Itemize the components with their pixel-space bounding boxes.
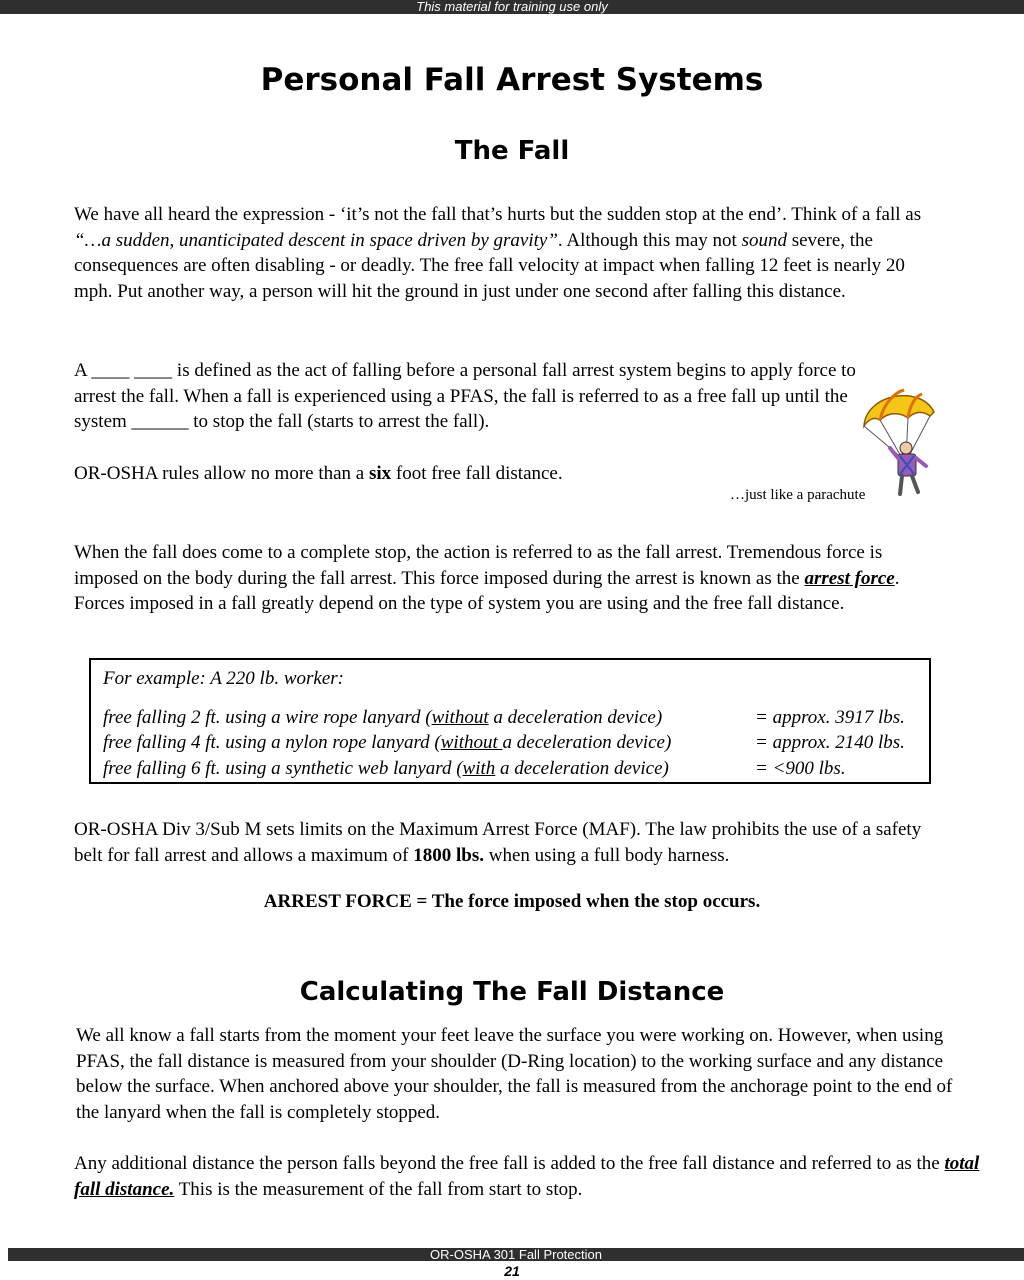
maf-paragraph: OR-OSHA Div 3/Sub M sets limits on the Maximum Arrest Force (MAF). The law prohibits the use of a safety belt for fall arrest and allows a maximum of 1800 lbs. when using a full body harness. — [74, 819, 922, 866]
parachute-illustration — [860, 386, 940, 502]
parachute-canopy — [864, 396, 934, 426]
example-value: = approx. 2140 lbs. — [755, 732, 905, 753]
footer-course-bar: OR-OSHA 301 Fall Protection — [8, 1248, 1024, 1261]
example-row: free falling 2 ft. using a wire rope lanyard (without a deceleration device) — [103, 707, 663, 728]
example-row: free falling 4 ft. using a nylon rope lanyard (without a deceleration device) — [103, 732, 672, 753]
fall-arrest-paragraph: When the fall does come to a complete stop, the action is referred to as the fall arrest. Tremendous force is imposed on the body during the fall arrest. This force imposed during the arrest is known as the arrest force. Forces imposed in a fall greatly depend on the type of system you are using and the free fall distance. — [74, 542, 900, 615]
free-fall-definition-paragraph: A ____ ____ is defined as the act of falling before a personal fall arrest system begins to apply force to arrest the fall. When a fall is experienced using a PFAS, the fall is referred to as a free fall up until the system ______ to stop the fall (starts to arrest the fall). — [74, 360, 856, 433]
page-title: Personal Fall Arrest Systems — [260, 62, 764, 98]
section-heading-calculating: Calculating The Fall Distance — [299, 977, 725, 1007]
calculating-paragraph: We all know a fall starts from the moment your feet leave the surface you were working on. However, when using PFAS, the fall distance is measured from your shoulder (D-Ring location) to the working surface and any distance below the surface. When anchored above your shoulder, the fall is measured from the anchorage point to the end of the lanyard when the fall is completely stopped. — [76, 1025, 953, 1124]
jumper-legs — [900, 476, 918, 494]
jumper-head — [900, 442, 912, 454]
example-heading: For example: A 220 lb. worker: — [103, 668, 344, 689]
total-fall-distance-term: total fall distance. — [74, 1153, 980, 1200]
total-fall-paragraph: Any additional distance the person falls beyond the free fall is added to the free fall distance and referred to as the total fall distance. This is the measurement of the fall from start to stop. — [74, 1153, 980, 1200]
six-emphasis: six — [368, 463, 392, 484]
example-value: = <900 lbs. — [755, 758, 846, 779]
gravity-quote: “…a sudden, unanticipated descent in space driven by gravity” — [74, 229, 558, 251]
parachute-lines — [864, 416, 930, 458]
page-number: 21 — [504, 1263, 520, 1279]
emphasis-sound: sound — [741, 229, 787, 251]
example-value: = approx. 3917 lbs. — [755, 707, 905, 728]
intro-paragraph: We have all heard the expression - ‘it’s not the fall that’s hurts but the sudden stop at the end’. Think of a fall as “…a sudden, unanticipated descent in space driven by gravity”. Although this may not sound severe, the consequences are often disabling - or deadly. The free fall velocity at impact when falling 12 feet is nearly 20 mph. Put another way, a person will hit the ground in just under one second after falling this distance. — [74, 204, 922, 303]
arrest-force-definition: ARREST FORCE = The force imposed when the stop occurs. — [263, 891, 761, 912]
example-row: free falling 6 ft. using a synthetic web lanyard (with a deceleration device) — [103, 758, 669, 779]
parachute-caption: …just like a parachute — [730, 487, 866, 503]
maf-limit: 1800 lbs. — [413, 844, 485, 866]
header-banner: This material for training use only — [0, 0, 1024, 14]
arrest-force-term: arrest force — [804, 567, 895, 589]
six-foot-rule-paragraph: OR-OSHA rules allow no more than a six foot free fall distance. — [74, 463, 563, 484]
example-box — [89, 658, 931, 784]
section-heading-the-fall: The Fall — [454, 136, 570, 166]
